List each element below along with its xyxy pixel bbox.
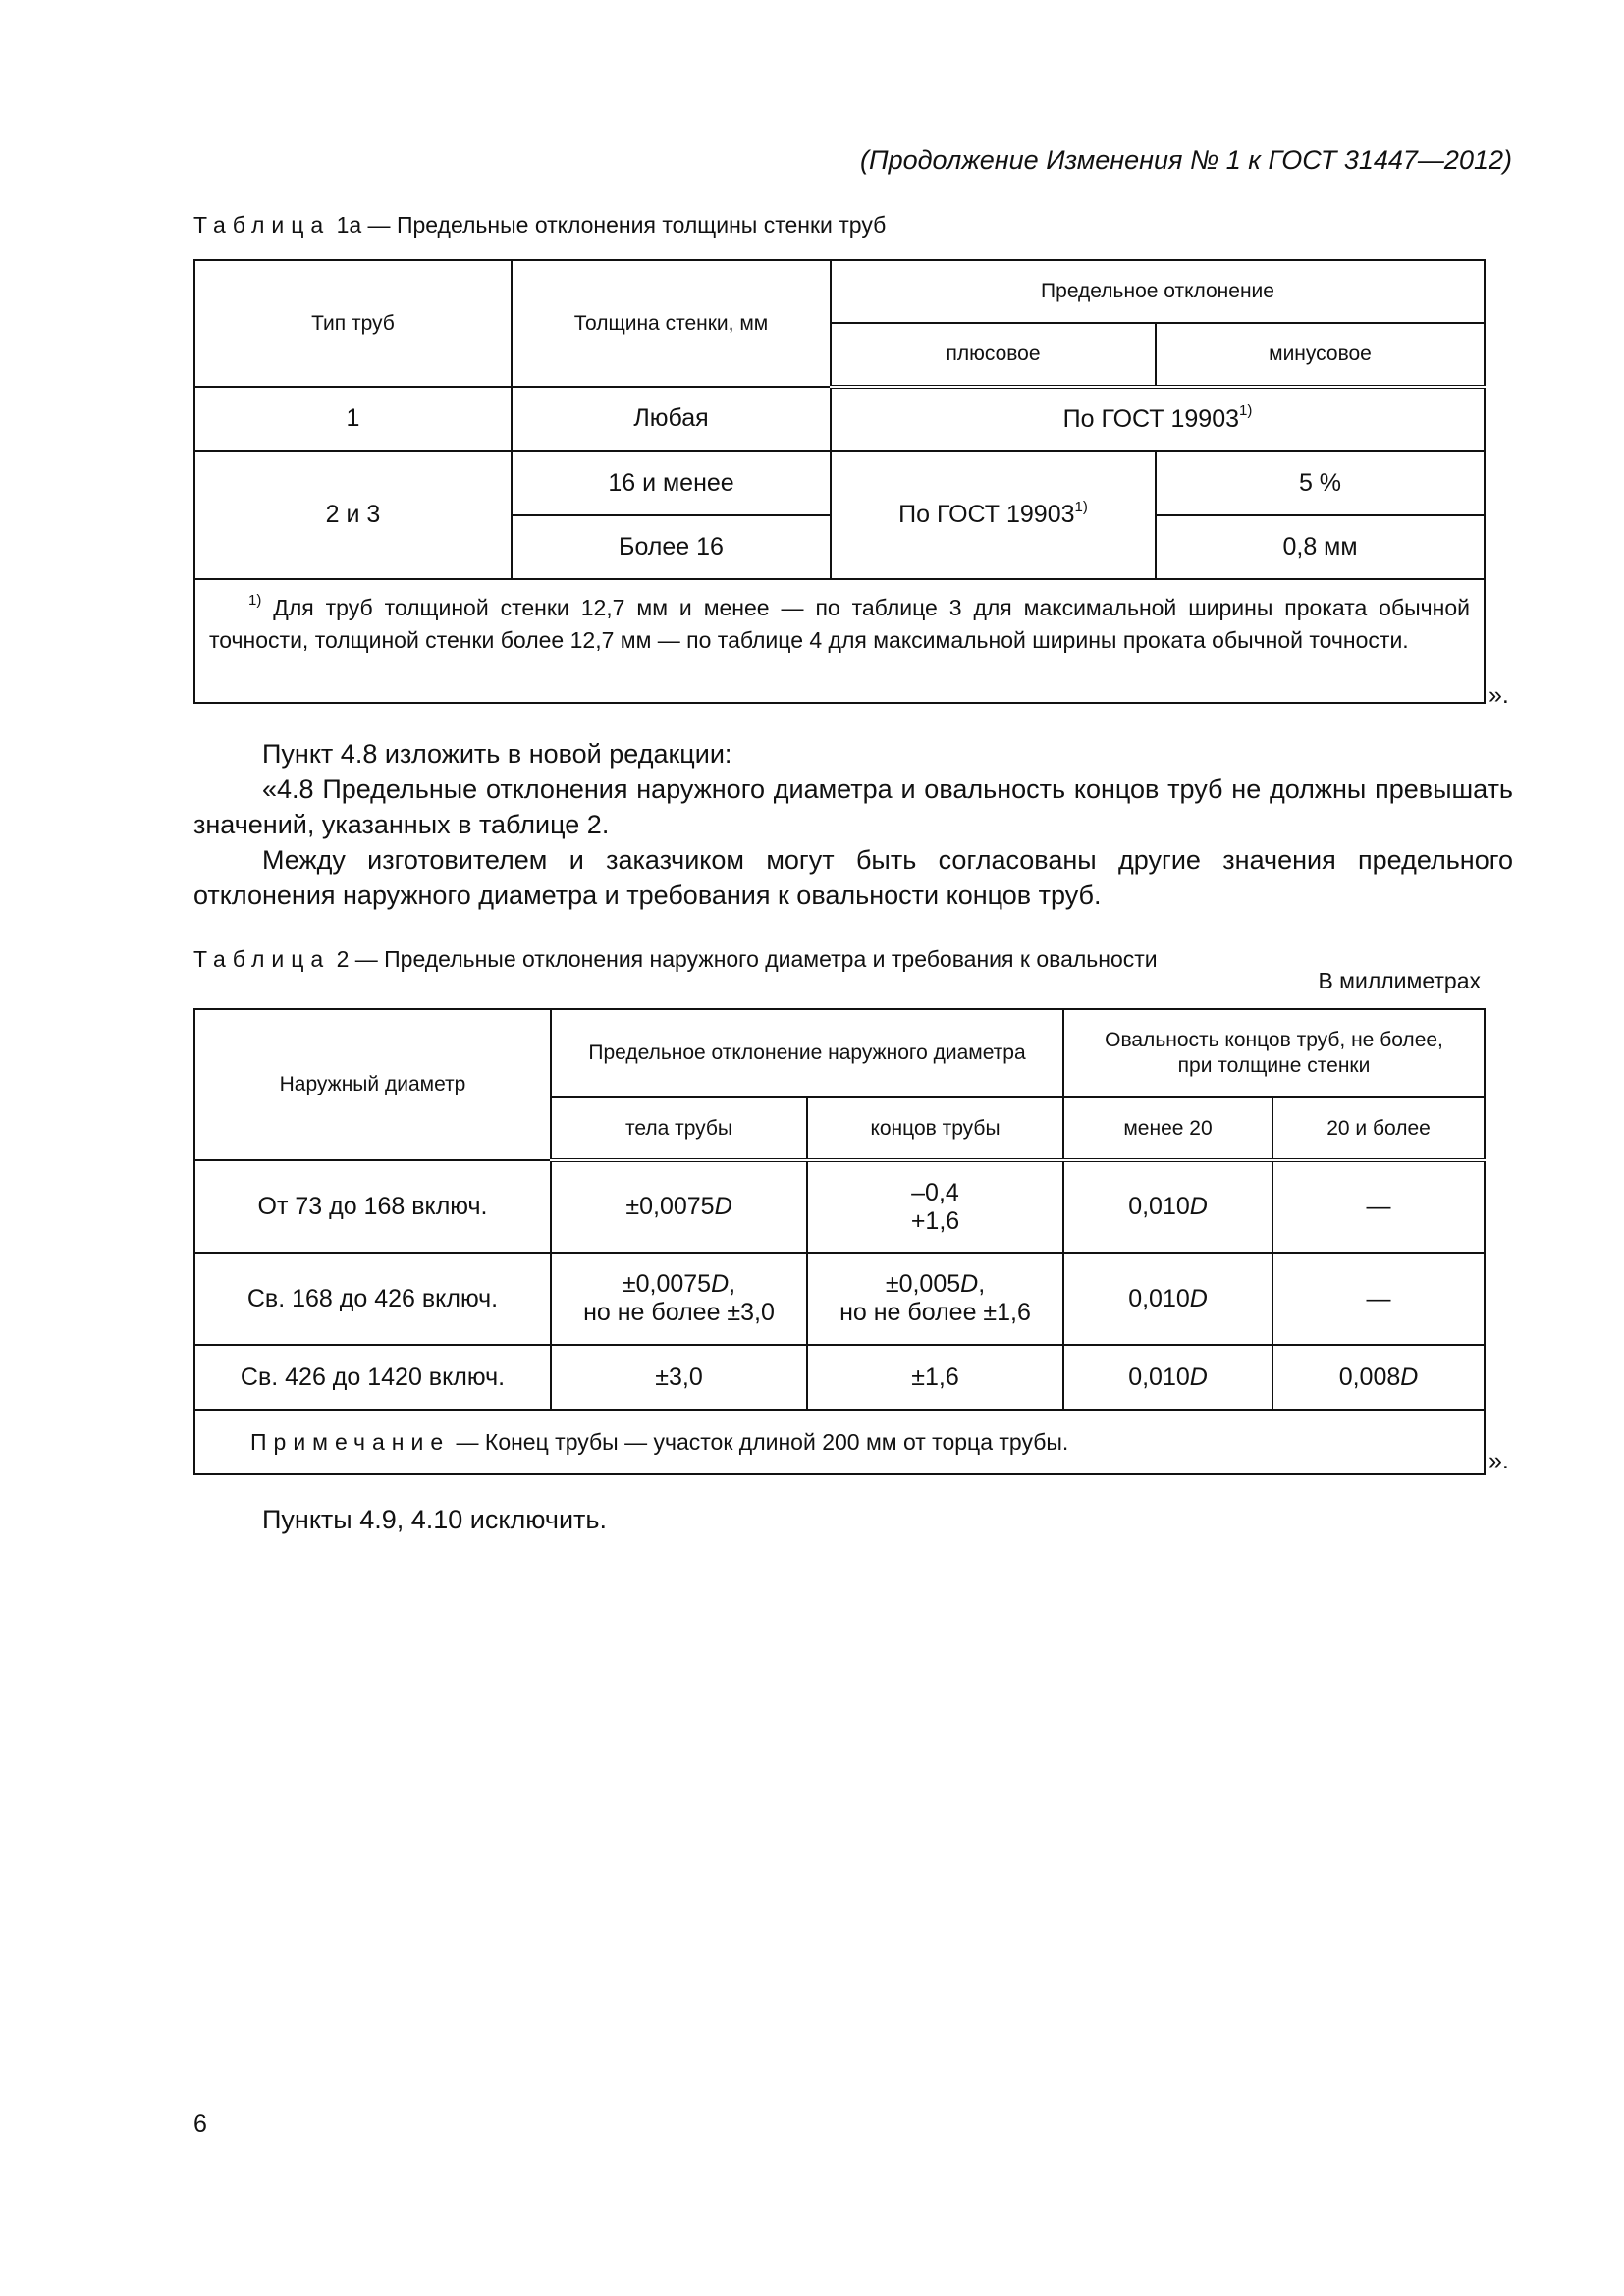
t2-note-word: Примечание <box>250 1428 451 1455</box>
t2-head-lt20: менее 20 <box>1063 1097 1272 1160</box>
table-row <box>194 451 1485 515</box>
t2-r2-body-value: ±0,0075 <box>622 1270 712 1298</box>
t2-head-limit: Предельное отклонение наружного диаметра <box>551 1009 1063 1097</box>
table-2 <box>193 1008 1486 1475</box>
t1a-r2-type: 2 и 3 <box>194 451 512 579</box>
t2-r2-ge20: — <box>1272 1253 1485 1345</box>
t1a-r1-value <box>831 387 1485 451</box>
t2-head-ends: концов трубы <box>807 1097 1063 1160</box>
table-row <box>194 1253 1485 1345</box>
t2-r1-ge20: — <box>1272 1160 1485 1253</box>
table-2-caption-text: 2 — Предельные отклонения наружного диаметра и требования к овальности <box>330 946 1158 972</box>
t2-r2-ends-line2: но не более ±1,6 <box>839 1299 1031 1326</box>
paragraph: Между изготовителем и заказчиком могут быть согласованы другие значения предельного отклонения наружного диаметра и требования к овальности концов труб. <box>193 845 1513 910</box>
final-paragraph <box>193 1502 1513 1537</box>
t2-r2-body-tail: , <box>729 1270 736 1298</box>
table-1a-caption-text: 1а — Предельные отклонения толщины стенки труб <box>330 212 887 238</box>
t2-r1-lt20 <box>1063 1160 1272 1253</box>
t2-r2-ends <box>807 1253 1063 1345</box>
t1a-r2-plus <box>831 451 1156 579</box>
t2-r1-body-value: ±0,0075 <box>625 1193 715 1220</box>
t1a-r1-thickness: Любая <box>512 387 831 451</box>
t2-r2-ends-line1 <box>814 1270 1056 1299</box>
footnote-ref: 1) <box>1239 402 1253 420</box>
t2-r3-lt20 <box>1063 1345 1272 1410</box>
t2-r2-body-line2: но не более ±3,0 <box>583 1299 775 1326</box>
t2-r1-ends-line1: –0,4 <box>911 1178 959 1206</box>
t2-r3-ge20-var: D <box>1400 1362 1419 1391</box>
t2-r1-diameter: От 73 до 168 включ. <box>194 1160 551 1253</box>
footnote-ref: 1) <box>1074 498 1088 515</box>
t2-r2-lt20-value: 0,010 <box>1128 1284 1190 1312</box>
t2-r2-ends-value: ±0,005 <box>885 1270 961 1298</box>
body-text <box>193 736 1513 913</box>
t1a-r2-thickness-b: Более 16 <box>512 515 831 579</box>
t2-r3-lt20-var: D <box>1189 1362 1208 1391</box>
t2-r1-ends <box>807 1160 1063 1253</box>
t2-note-text: — Конец трубы — участок длиной 200 мм от торца трубы. <box>450 1428 1069 1455</box>
t1a-head-minus: минусовое <box>1156 323 1485 387</box>
t2-r1-lt20-var: D <box>1189 1193 1208 1220</box>
t2-end-quote: ». <box>1489 1447 1509 1474</box>
paragraph: Пункты 4.9, 4.10 исключить. <box>262 1505 607 1534</box>
t1a-end-quote: ». <box>1489 681 1509 709</box>
t2-r2-body-var: D <box>711 1270 730 1298</box>
paragraph: «4.8 Предельные отклонения наружного диаметра и овальность концов труб не должны превышать значений, указанных в таблице 2. <box>193 774 1513 839</box>
t1a-footnote-text: Для труб толщиной стенки 12,7 мм и менее — по таблице 3 для максимальной ширины проката обычной точности, толщиной стенки более 12,7 мм — по таблице 4 для максимальной ширины проката обычной точности. <box>209 595 1471 653</box>
t2-r1-body-var: D <box>714 1193 732 1220</box>
t1a-r2-minus-b: 0,8 мм <box>1156 515 1485 579</box>
footnote-mark: 1) <box>248 592 262 610</box>
t2-r2-lt20 <box>1063 1253 1272 1345</box>
t2-r2-body <box>551 1253 807 1345</box>
table-row <box>194 1160 1485 1253</box>
table-1a <box>193 259 1486 704</box>
t2-r3-ge20 <box>1272 1345 1485 1410</box>
t2-r2-ends-var: D <box>960 1270 979 1298</box>
t1a-r2-minus-a: 5 % <box>1156 451 1485 515</box>
t2-head-ovality-line1: Овальность концов труб, не более, <box>1105 1029 1443 1051</box>
t2-r3-lt20-value: 0,010 <box>1128 1362 1190 1391</box>
t1a-r1-type: 1 <box>194 387 512 451</box>
table-2-units: В миллиметрах <box>1318 968 1481 993</box>
t2-r3-ends: ±1,6 <box>807 1345 1063 1410</box>
t2-r1-ends-line2: +1,6 <box>910 1206 960 1235</box>
t2-head-body: тела трубы <box>551 1097 807 1160</box>
t1a-head-type: Тип труб <box>194 260 512 387</box>
table-row <box>194 387 1485 451</box>
t2-r1-lt20-value: 0,010 <box>1128 1193 1190 1220</box>
t2-r2-lt20-var: D <box>1189 1284 1208 1312</box>
table-1a-caption <box>193 212 886 239</box>
page-header: (Продолжение Изменения № 1 к ГОСТ 31447—2012) <box>860 145 1512 175</box>
t2-head-ovality <box>1063 1009 1485 1097</box>
t2-r3-diameter: Св. 426 до 1420 включ. <box>194 1345 551 1410</box>
t2-r1-body <box>551 1160 807 1253</box>
t2-r2-diameter: Св. 168 до 426 включ. <box>194 1253 551 1345</box>
t1a-r2-thickness-a: 16 и менее <box>512 451 831 515</box>
t1a-r2-plus-text: По ГОСТ 19903 <box>898 501 1075 528</box>
t1a-footnote <box>194 579 1485 703</box>
t2-head-ovality-line2: при толщине стенки <box>1177 1054 1371 1077</box>
t2-r3-ge20-value: 0,008 <box>1338 1362 1401 1391</box>
t2-note <box>194 1410 1485 1474</box>
t2-head-ge20: 20 и более <box>1272 1097 1485 1160</box>
t1a-head-plus: плюсовое <box>831 323 1156 387</box>
table-2-caption-word: Таблица <box>193 946 331 972</box>
paragraph: Пункт 4.8 изложить в новой редакции: <box>262 739 732 769</box>
t2-head-diameter: Наружный диаметр <box>194 1009 551 1160</box>
t1a-r1-value-text: По ГОСТ 19903 <box>1062 404 1240 433</box>
t1a-head-limit: Предельное отклонение <box>831 260 1485 323</box>
table-1a-caption-word: Таблица <box>193 212 331 238</box>
t2-r2-body-line1 <box>558 1270 800 1299</box>
t2-r2-ends-tail: , <box>978 1270 986 1298</box>
table-2-caption <box>193 946 1158 973</box>
t2-r3-body: ±3,0 <box>551 1345 807 1410</box>
t1a-head-thickness: Толщина стенки, мм <box>512 260 831 387</box>
table-row <box>194 1345 1485 1410</box>
page-number: 6 <box>193 2110 207 2138</box>
